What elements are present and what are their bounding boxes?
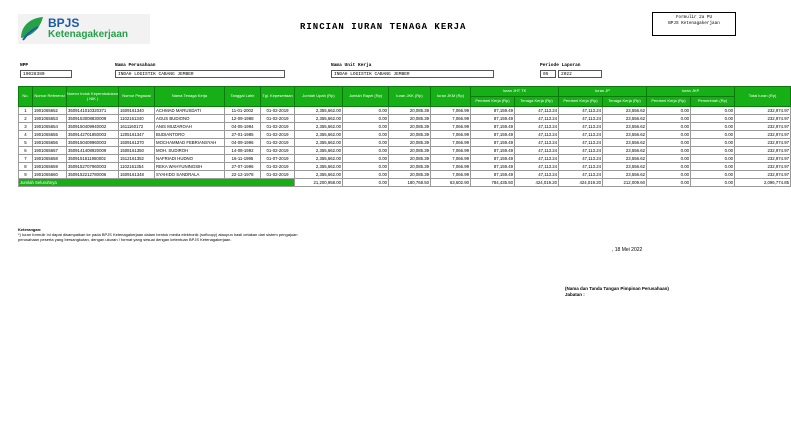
cell-nik: 3509141010320371 <box>67 107 119 115</box>
cell-peg: 1512161352 <box>119 155 155 163</box>
col-rapel: Jumlah Rapel (Rp) <box>343 87 389 107</box>
col-jp-pemberi: Pemberi Kerja (Rp) <box>559 97 603 107</box>
cell-rapel: 0.00 <box>343 123 389 131</box>
cell-rapel: 0.00 <box>343 131 389 139</box>
total-jkp1: 0.00 <box>647 179 691 187</box>
cell-total: 232,974.97 <box>735 131 791 139</box>
table-row <box>19 163 791 171</box>
cell-tmt: 01-07-2019 <box>261 155 295 163</box>
cell-jp1: 47,113.24 <box>559 139 603 147</box>
cell-tmt: 01-02-2019 <box>261 115 295 123</box>
cell-jkk: 20,085.39 <box>389 115 431 123</box>
cell-ref: 1901065654 <box>33 123 67 131</box>
cell-nama: MOCHAMMAD FEBRIANSYAH <box>155 139 225 147</box>
col-jkp-pemerintah: Pemerintah (Rp) <box>691 97 735 107</box>
cell-ref: 1901065659 <box>33 163 67 171</box>
cell-no: 4 <box>19 131 33 139</box>
cell-total: 232,974.97 <box>735 155 791 163</box>
cell-jht1: 87,159.49 <box>471 139 515 147</box>
cell-no: 1 <box>19 107 33 115</box>
cell-jht2: 47,113.24 <box>515 155 559 163</box>
cell-jp1: 47,113.24 <box>559 115 603 123</box>
cell-jp2: 23,556.62 <box>603 171 647 179</box>
cell-peg: 1509161348 <box>119 171 155 179</box>
cell-peg: 1508161350 <box>119 147 155 155</box>
cell-jht1: 87,159.49 <box>471 115 515 123</box>
cell-total: 232,974.97 <box>735 171 791 179</box>
cell-upah: 2,355,662.00 <box>295 131 343 139</box>
cell-jp2: 23,556.62 <box>603 115 647 123</box>
col-jkm: Iuran JKM (Rp) <box>431 87 471 107</box>
company-field: INDAH LOGISTIK CABANG JEMBER <box>115 70 285 78</box>
cell-jkm: 7,066.99 <box>431 147 471 155</box>
cell-jkp1: 0.00 <box>647 131 691 139</box>
sign-date: , 18 Mei 2022 <box>612 247 643 253</box>
col-pegawai: Nomor Pegawai <box>119 87 155 107</box>
cell-jp1: 47,113.24 <box>559 171 603 179</box>
col-jkk: Iuran JKK (Rp) <box>389 87 431 107</box>
total-jht2: 424,019.20 <box>515 179 559 187</box>
col-jht-group: Iuran JHT TK <box>471 87 559 97</box>
notes <box>18 227 298 242</box>
cell-jkp1: 0.00 <box>647 171 691 179</box>
cell-ref: 1901065655 <box>33 131 67 139</box>
cell-jht1: 87,159.49 <box>471 107 515 115</box>
cell-jkp2: 0.00 <box>691 131 735 139</box>
total-jkm: 63,602.90 <box>431 179 471 187</box>
cell-jkk: 20,085.39 <box>389 131 431 139</box>
cell-lahir: 27-01-1985 <box>225 131 261 139</box>
unit-field: INDAH LOGISTIK CABANG JEMBER <box>331 70 494 78</box>
cell-nik: 3509151611950002 <box>67 155 119 163</box>
cell-nama: ANIS MUZAROAH <box>155 123 225 131</box>
cell-jkm: 7,066.99 <box>431 171 471 179</box>
total-jkp2: 0.00 <box>691 179 735 187</box>
cell-jht2: 47,113.24 <box>515 163 559 171</box>
cell-lahir: 22-12-1978 <box>225 171 261 179</box>
cell-upah: 2,355,662.00 <box>295 115 343 123</box>
cell-total: 232,974.97 <box>735 123 791 131</box>
table-row <box>19 131 791 139</box>
cell-jht2: 47,113.24 <box>515 171 559 179</box>
cell-jkp2: 0.00 <box>691 139 735 147</box>
cell-lahir: 04-05-1994 <box>225 123 261 131</box>
cell-upah: 2,355,662.00 <box>295 123 343 131</box>
table-row <box>19 155 791 163</box>
cell-jht1: 87,159.49 <box>471 155 515 163</box>
cell-jkk: 20,085.39 <box>389 123 431 131</box>
cell-ref: 1901065660 <box>33 171 67 179</box>
cell-tmt: 01-02-2019 <box>261 147 295 155</box>
cell-peg: 1509161370 <box>119 139 155 147</box>
signature-position: Jabatan : <box>565 292 585 297</box>
cell-nik: 3509150409960003 <box>67 139 119 147</box>
cell-jkk: 20,085.39 <box>389 147 431 155</box>
cell-peg: 1611160172 <box>119 123 155 131</box>
cell-lahir: 04-09-1996 <box>225 139 261 147</box>
table-row <box>19 147 791 155</box>
form-code-box <box>652 12 736 36</box>
cell-nama: NAFRIADI HUDNO <box>155 155 225 163</box>
cell-nik: 3509141408920009 <box>67 147 119 155</box>
cell-jp1: 47,113.24 <box>559 131 603 139</box>
cell-jht1: 87,159.49 <box>471 131 515 139</box>
cell-upah: 2,355,662.00 <box>295 171 343 179</box>
cell-tmt: 01-02-2019 <box>261 171 295 179</box>
col-jht-tk: Tenaga Kerja (Rp) <box>515 97 559 107</box>
cell-jkp1: 0.00 <box>647 115 691 123</box>
col-ref: Nomor Referensi <box>33 87 67 107</box>
col-tmt: Tgl. Kepesertaan <box>261 87 295 107</box>
cell-ref: 1901065658 <box>33 155 67 163</box>
period-year-field: 2022 <box>558 70 602 78</box>
total-row <box>19 179 791 187</box>
unit-label: Nama Unit Kerja <box>331 63 372 68</box>
col-jkp-pemberi: Pemberi Kerja (Rp) <box>647 97 691 107</box>
table-row <box>19 171 791 179</box>
logo-text-bpjs: BPJS <box>48 16 80 30</box>
cell-nik: 3509150409940002 <box>67 123 119 131</box>
cell-jkk: 20,085.39 <box>389 163 431 171</box>
cell-jkk: 20,085.39 <box>389 171 431 179</box>
total-jkk: 180,768.50 <box>389 179 431 187</box>
cell-no: 3 <box>19 123 33 131</box>
cell-upah: 2,355,662.00 <box>295 163 343 171</box>
signature-caption: (Nama dan Tanda Tangan Pimpinan Perusahaan) <box>565 286 669 291</box>
cell-tmt: 01-02-2019 <box>261 139 295 147</box>
cell-peg: 1509161340 <box>119 107 155 115</box>
cell-nik: 3509153008830009 <box>67 115 119 123</box>
cell-jp1: 47,113.24 <box>559 123 603 131</box>
col-upah: Jumlah Upah (Rp) <box>295 87 343 107</box>
cell-upah: 2,355,662.00 <box>295 107 343 115</box>
notes-title: Keterangan: <box>18 227 42 232</box>
cell-jp2: 23,556.62 <box>603 123 647 131</box>
form-code-line1: Formulir 2a PU <box>675 15 713 20</box>
period-label: Periode Laporan <box>540 63 581 68</box>
cell-jkp2: 0.00 <box>691 123 735 131</box>
cell-total: 232,974.97 <box>735 163 791 171</box>
cell-lahir: 11-01-2002 <box>225 107 261 115</box>
cell-jht1: 87,159.49 <box>471 123 515 131</box>
cell-jkp1: 0.00 <box>647 147 691 155</box>
cell-ref: 1901065657 <box>33 147 67 155</box>
total-jht1: 784,435.50 <box>471 179 515 187</box>
cell-rapel: 0.00 <box>343 115 389 123</box>
cell-jp2: 23,556.62 <box>603 147 647 155</box>
cell-no: 7 <box>19 155 33 163</box>
cell-jp1: 47,113.24 <box>559 107 603 115</box>
cell-jkp2: 0.00 <box>691 155 735 163</box>
cell-no: 5 <box>19 139 33 147</box>
cell-total: 232,974.97 <box>735 139 791 147</box>
period-month-field: 05 <box>540 70 556 78</box>
col-nik: Nomor Induk Kependudukan ( NIK ) <box>67 87 119 107</box>
cell-jht2: 47,113.24 <box>515 147 559 155</box>
cell-tmt: 01-02-2019 <box>261 163 295 171</box>
cell-nama: MOH. SUDIROH <box>155 147 225 155</box>
col-total: Total Iuran (Rp) <box>735 87 791 107</box>
cell-jkm: 7,066.99 <box>431 123 471 131</box>
cell-jkm: 7,066.99 <box>431 115 471 123</box>
cell-jkp2: 0.00 <box>691 115 735 123</box>
cell-jkp1: 0.00 <box>647 123 691 131</box>
cell-jht2: 47,113.24 <box>515 123 559 131</box>
cell-jkp2: 0.00 <box>691 163 735 171</box>
cell-jkp2: 0.00 <box>691 147 735 155</box>
cell-rapel: 0.00 <box>343 155 389 163</box>
cell-rapel: 0.00 <box>343 147 389 155</box>
cell-jkp1: 0.00 <box>647 107 691 115</box>
cell-jkp1: 0.00 <box>647 163 691 171</box>
cell-nama: SYAHIDO SANDRALA <box>155 171 225 179</box>
cell-rapel: 0.00 <box>343 139 389 147</box>
col-nama: Nama Tenaga Kerja <box>155 87 225 107</box>
cell-jkp2: 0.00 <box>691 107 735 115</box>
cell-ref: 1901065656 <box>33 139 67 147</box>
cell-upah: 2,355,662.00 <box>295 139 343 147</box>
cell-jp2: 23,556.62 <box>603 139 647 147</box>
cell-jkp1: 0.00 <box>647 155 691 163</box>
total-jp1: 424,019.20 <box>559 179 603 187</box>
logo-text-ketenagakerjaan: Ketenagakerjaan <box>48 29 129 40</box>
cell-jht1: 87,159.49 <box>471 171 515 179</box>
cell-rapel: 0.00 <box>343 107 389 115</box>
cell-jp1: 47,113.24 <box>559 147 603 155</box>
cell-peg: 1102161354 <box>119 163 155 171</box>
cell-jkk: 20,085.39 <box>389 139 431 147</box>
page-title: RINCIAN IURAN TENAGA KERJA <box>300 22 467 32</box>
cell-jp1: 47,113.24 <box>559 155 603 163</box>
total-upah: 21,200,958.00 <box>295 179 343 187</box>
bpjs-leaf-icon <box>18 14 46 44</box>
company-label: Nama Perusahaan <box>115 63 156 68</box>
cell-jht1: 87,159.49 <box>471 163 515 171</box>
cell-jkm: 7,066.99 <box>431 139 471 147</box>
cell-nama: BUDIANTORO <box>155 131 225 139</box>
signature-block <box>565 286 669 298</box>
contribution-table <box>18 86 791 187</box>
cell-peg: 1205161347 <box>119 131 155 139</box>
cell-jp2: 23,556.62 <box>603 155 647 163</box>
cell-nama: AGUS BUDIONO <box>155 115 225 123</box>
cell-jht2: 47,113.24 <box>515 107 559 115</box>
form-code-line2: BPJS Ketenagakerjaan <box>668 21 720 26</box>
cell-upah: 2,355,662.00 <box>295 155 343 163</box>
cell-jkm: 7,066.99 <box>431 155 471 163</box>
cell-nama: ACHMAD MARUSDATI <box>155 107 225 115</box>
cell-jkm: 7,066.99 <box>431 107 471 115</box>
cell-total: 232,974.97 <box>735 147 791 155</box>
cell-jp2: 23,556.62 <box>603 131 647 139</box>
cell-jp2: 23,556.62 <box>603 163 647 171</box>
npp-field: 19028380 <box>20 70 72 78</box>
cell-jkk: 20,085.39 <box>389 155 431 163</box>
col-jp-group: Iuran JP <box>559 87 647 97</box>
total-total: 2,096,774.85 <box>735 179 791 187</box>
cell-nama: REKA WAHYUNINGSIH <box>155 163 225 171</box>
col-jp-tk: Tenaga Kerja (Rp) <box>603 97 647 107</box>
cell-ref: 1901065652 <box>33 107 67 115</box>
table-row <box>19 139 791 147</box>
notes-body: *) Iuran formulir ini dapat disampaikan ke pada BPJS Ketenagakerjaan dalam bentuk media elektronik (softcopy) ataupun hasil cetakan dari sistem pengajuan perusahaan peserta yang bersangkutan, dengan ukuran / format yang sesuai dengan ketentuan BPJS Ketenagakerjaan. <box>18 232 298 242</box>
cell-lahir: 14-08-1992 <box>225 147 261 155</box>
cell-peg: 1102161340 <box>119 115 155 123</box>
col-lahir: Tanggal Lahir <box>225 87 261 107</box>
cell-jht2: 47,113.24 <box>515 115 559 123</box>
table-row <box>19 115 791 123</box>
cell-jkp2: 0.00 <box>691 171 735 179</box>
cell-nik: 3509142701850003 <box>67 131 119 139</box>
cell-total: 232,974.97 <box>735 115 791 123</box>
cell-no: 8 <box>19 163 33 171</box>
cell-rapel: 0.00 <box>343 171 389 179</box>
col-jkp-group: Iuran JKP <box>647 87 735 97</box>
cell-jkm: 7,066.99 <box>431 163 471 171</box>
cell-jht2: 47,113.24 <box>515 139 559 147</box>
cell-nik: 3509152212780006 <box>67 171 119 179</box>
cell-rapel: 0.00 <box>343 163 389 171</box>
cell-lahir: 27-07-1996 <box>225 163 261 171</box>
cell-jkm: 7,066.99 <box>431 131 471 139</box>
cell-lahir: 16-11-1995 <box>225 155 261 163</box>
table-row <box>19 107 791 115</box>
cell-jp1: 47,113.24 <box>559 163 603 171</box>
cell-tmt: 01-02-2019 <box>261 107 295 115</box>
cell-lahir: 12-09-1988 <box>225 115 261 123</box>
npp-label: NPP <box>20 63 29 68</box>
cell-jp2: 23,556.62 <box>603 107 647 115</box>
total-rapel: 0.00 <box>343 179 389 187</box>
cell-jkk: 20,085.39 <box>389 107 431 115</box>
cell-no: 9 <box>19 171 33 179</box>
cell-total: 232,974.97 <box>735 107 791 115</box>
total-label: Jumlah Seluruhnya <box>19 179 295 187</box>
cell-jkp1: 0.00 <box>647 139 691 147</box>
bpjs-logo <box>18 14 150 44</box>
col-no: No. <box>19 87 33 107</box>
cell-jht2: 47,113.24 <box>515 131 559 139</box>
cell-no: 2 <box>19 115 33 123</box>
cell-no: 6 <box>19 147 33 155</box>
cell-nik: 3509152707960003 <box>67 163 119 171</box>
table-row <box>19 123 791 131</box>
cell-ref: 1901065653 <box>33 115 67 123</box>
cell-upah: 2,355,662.00 <box>295 147 343 155</box>
cell-jht1: 87,159.49 <box>471 147 515 155</box>
cell-tmt: 01-02-2019 <box>261 123 295 131</box>
cell-tmt: 01-02-2019 <box>261 131 295 139</box>
col-jht-pemberi: Pemberi Kerja (Rp) <box>471 97 515 107</box>
total-jp2: 212,009.60 <box>603 179 647 187</box>
